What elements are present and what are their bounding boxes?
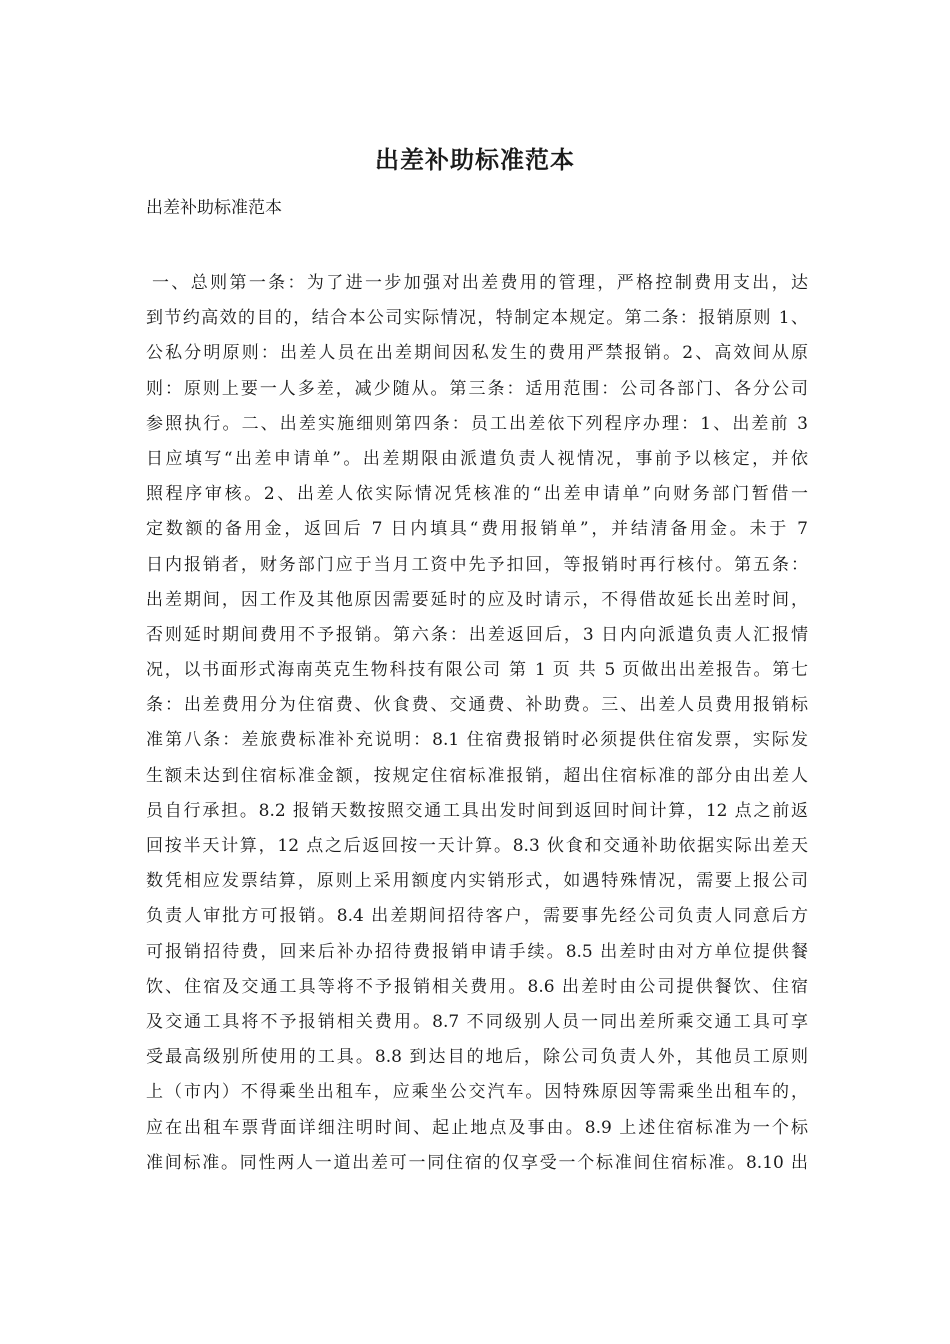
body-line: 受最高级别所使用的工具。8.8 到达目的地后，除公司负责人外，其他员工原则 xyxy=(146,1047,808,1068)
body-line: 生额未达到住宿标准金额，按规定住宿标准报销，超出住宿标准的部分由出差人 xyxy=(146,765,808,786)
body-line: 公私分明原则：出差人员在出差期间因私发生的费用严禁报销。2、高效间从原 xyxy=(146,343,808,364)
body-line: 定数额的备用金，返回后 7 日内填具“费用报销单”，并结清备用金。未于 7 xyxy=(146,519,808,540)
body-line: 准第八条：差旅费标准补充说明：8.1 住宿费报销时必须提供住宿发票，实际发 xyxy=(146,730,808,751)
body-line: 负责人审批方可报销。8.4 出差期间招待客户，需要事先经公司负责人同意后方 xyxy=(146,906,808,927)
body-line: 回按半天计算，12 点之后返回按一天计算。8.3 伙食和交通补助依据实际出差天 xyxy=(146,836,808,856)
body-line: 数凭相应发票结算，原则上采用额度内实销形式，如遇特殊情况，需要上报公司 xyxy=(146,871,808,892)
body-line: 一、总则第一条：为了进一步加强对出差费用的管理，严格控制费用支出，达 xyxy=(152,273,808,293)
body-line: 日应填写“出差申请单”。出差期限由派遣负责人视情况，事前予以核定，并依 xyxy=(146,448,808,469)
document-body xyxy=(146,266,808,1181)
body-line: 出差期间，因工作及其他原因需要延时的应及时请示，不得借故延长出差时间， xyxy=(146,589,808,610)
body-line: 可报销招待费，回来后补办招待费报销申请手续。8.5 出差时由对方单位提供餐 xyxy=(146,941,808,962)
body-line: 否则延时期间费用不予报销。第六条：出差返回后，3 日内向派遣负责人汇报情 xyxy=(146,624,808,645)
document-subtitle: 出差补助标准范本 xyxy=(146,198,282,218)
body-line: 准间标准。同性两人一道出差可一同住宿的仅享受一个标准间住宿标准。8.10 出 xyxy=(146,1152,808,1173)
body-line: 条：出差费用分为住宿费、伙食费、交通费、补助费。三、出差人员费用报销标 xyxy=(146,695,808,716)
body-line: 员自行承担。8.2 报销天数按照交通工具出发时间到返回时间计算，12 点之前返 xyxy=(146,800,808,821)
body-line: 应在出租车票背面详细注明时间、起止地点及事由。8.9 上述住宿标准为一个标 xyxy=(146,1117,808,1138)
body-line: 则：原则上要一人多差，减少随从。第三条：适用范围：公司各部门、各分公司 xyxy=(146,378,808,399)
body-line: 到节约高效的目的，结合本公司实际情况，特制定本规定。第二条：报销原则 1、 xyxy=(146,308,808,329)
body-line: 照程序审核。2、出差人依实际情况凭核准的“出差申请单”向财务部门暂借一 xyxy=(146,484,808,505)
body-line: 况，以书面形式海南英克生物科技有限公司 第 1 页 共 5 页做出出差报告。第七 xyxy=(146,660,808,681)
body-line: 上（市内）不得乘坐出租车，应乘坐公交汽车。因特殊原因等需乘坐出租车的， xyxy=(146,1082,808,1103)
body-line: 饮、住宿及交通工具等将不予报销相关费用。8.6 出差时由公司提供餐饮、住宿 xyxy=(146,976,808,997)
body-line: 参照执行。二、出差实施细则第四条：员工出差依下列程序办理：1、出差前 3 xyxy=(146,413,808,434)
body-line: 及交通工具将不予报销相关费用。8.7 不同级别人员一同出差所乘交通工具可享 xyxy=(146,1011,808,1032)
body-line: 日内报销者，财务部门应于当月工资中先予扣回，等报销时再行核付。第五条： xyxy=(146,554,808,575)
document-title: 出差补助标准范本 xyxy=(375,145,575,174)
